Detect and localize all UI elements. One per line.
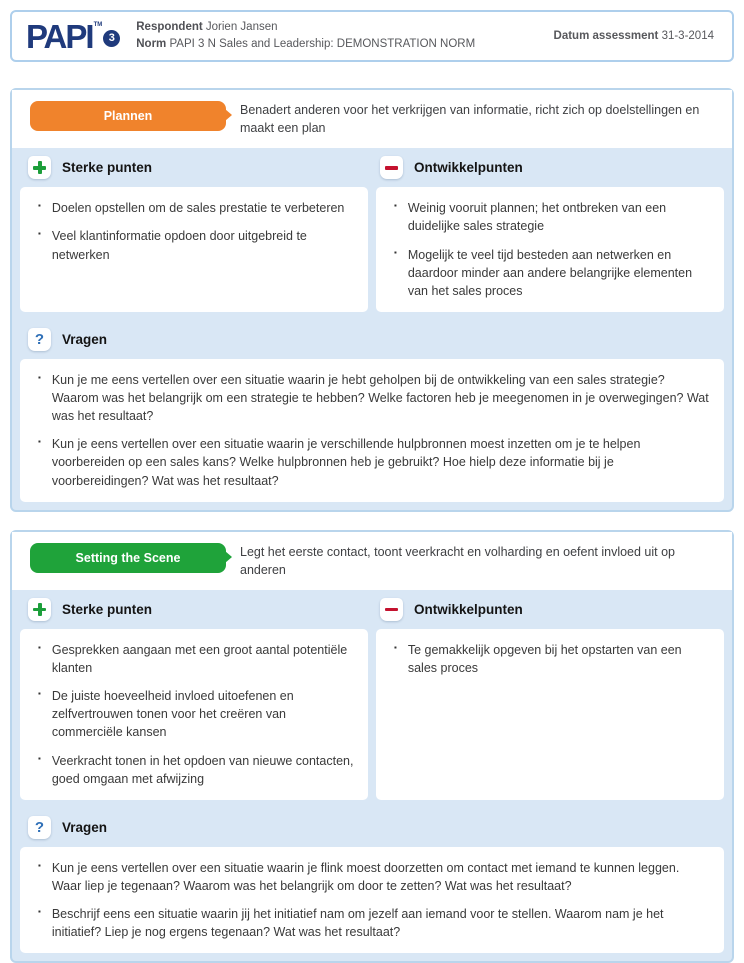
plannen-questions-card [20,359,724,502]
development-card [376,187,724,312]
questions-title: Vragen [62,331,108,347]
respondent-info [136,19,475,52]
plus-icon [28,598,51,621]
strengths-list [32,199,358,263]
respondent-label: Respondent [136,21,203,34]
assessment-date-label: Datum assessment [553,30,659,42]
list-item: ▪ Kun je eens vertellen over een situatie waarin je flink moest doorzetten om contact met iemand te kunnen leggen. Waar liep je tegenaan? Waarom was het belangrijk om door te zetten? Wat was het resultaat? [32,859,712,895]
list-item: ▪ Doelen opstellen om de sales prestatie te verbeteren [32,199,358,217]
questions-list [32,371,712,490]
list-item: ▪ Kun je me eens vertellen over een situatie waarin je hebt geholpen bij de ontwikkeling van een sales strategie? Waarom was het belangrijk om een strategie te hebben? Welke factoren heb je meegenomen in je overwegingen? Wat was het resultaat? [32,371,712,425]
assessment-date-value: 31-3-2014 [661,30,714,42]
report-header [10,10,734,62]
setting-the-scene-badge: Setting the Scene [30,543,226,573]
plannen-points-header-row [12,148,732,185]
strengths-header [20,598,372,621]
scene-description: Legt het eerste contact, toont veerkracht en volharding en oefent invloed uit op anderen [240,544,676,577]
scene-header [12,532,732,590]
plannen-points-cards [12,185,732,320]
list-item: ▪ Veerkracht tonen in het opdoen van nieuwe contacten, goed omgaan met afwijzing [32,752,358,788]
section-setting-the-scene [10,530,734,963]
questions-title: Vragen [62,819,108,835]
scene-points-cards [12,627,732,808]
norm-label: Norm [136,38,167,50]
list-item: ▪ Beschrijf eens een situatie waarin jij het initiatief nam om jezelf aan iemand voor te stellen. Waarom nam je het initiatief? Liep je nog ergens tegenaan? Wat was het resultaat? [32,905,712,941]
respondent-value: Jorien Jansen [205,21,278,34]
strengths-list [32,641,358,788]
plus-icon [28,156,51,179]
assessment-date [554,30,718,42]
question-icon: ? [28,816,51,839]
list-item: ▪ Gesprekken aangaan met een groot aantal potentiële klanten [32,641,358,677]
development-list [388,199,714,300]
strengths-title: Sterke punten [62,601,153,617]
norm-row [136,36,475,53]
plannen-description: Benadert anderen voor het verkrijgen van informatie, richt zich op doelstellingen en maakt een plan [240,103,700,136]
development-title: Ontwikkelpunten [414,160,523,176]
list-item: ▪ Kun je eens vertellen over een situatie waarin je verschillende hulpbronnen moest inzetten om je te helpen voorbereiden op een sales kans? Welke hulpbronnen heb je gebruikt? Hoe hielp deze informatie bij je voorbereidingen? Wat was het resultaat? [32,435,712,489]
scene-questions-card [20,847,724,954]
norm-value: PAPI 3 N Sales and Leadership: DEMONSTRATION NORM [169,38,476,50]
papi-logo-text: PAPI [26,17,93,55]
trademark-mark: TM [93,21,103,28]
respondent-row [136,19,475,36]
strengths-title: Sterke punten [62,160,153,176]
papi-3-badge-icon: 3 [103,30,120,47]
strengths-card [20,629,368,800]
minus-icon [380,156,403,179]
list-item: ▪ Mogelijk te veel tijd besteden aan netwerken en daardoor minder aan andere belangrijke elementen van het sales proces [388,246,714,300]
plannen-badge: Plannen [30,101,226,131]
list-item: ▪ Te gemakkelijk opgeven bij het opstarten van een sales proces [388,641,714,677]
list-item: ▪ Weinig vooruit plannen; het ontbreken van een duidelijke sales strategie [388,199,714,235]
questions-list [32,859,712,942]
development-list [388,641,714,677]
papi-logo [26,17,120,55]
development-title: Ontwikkelpunten [414,601,523,617]
minus-icon [380,598,403,621]
list-item: ▪ De juiste hoeveelheid invloed uitoefenen en zelfvertrouwen tonen voor het creëren van commerciële kansen [32,687,358,741]
development-header [372,156,724,179]
plannen-questions-header [12,320,732,357]
strengths-card [20,187,368,312]
scene-questions-header [12,808,732,845]
question-icon: ? [28,328,51,351]
strengths-header [20,156,372,179]
development-header [372,598,724,621]
list-item: ▪ Veel klantinformatie opdoen door uitgebreid te netwerken [32,227,358,263]
scene-points-header-row [12,590,732,627]
development-card [376,629,724,800]
section-plannen [10,88,734,512]
section-plannen-header [12,90,732,148]
